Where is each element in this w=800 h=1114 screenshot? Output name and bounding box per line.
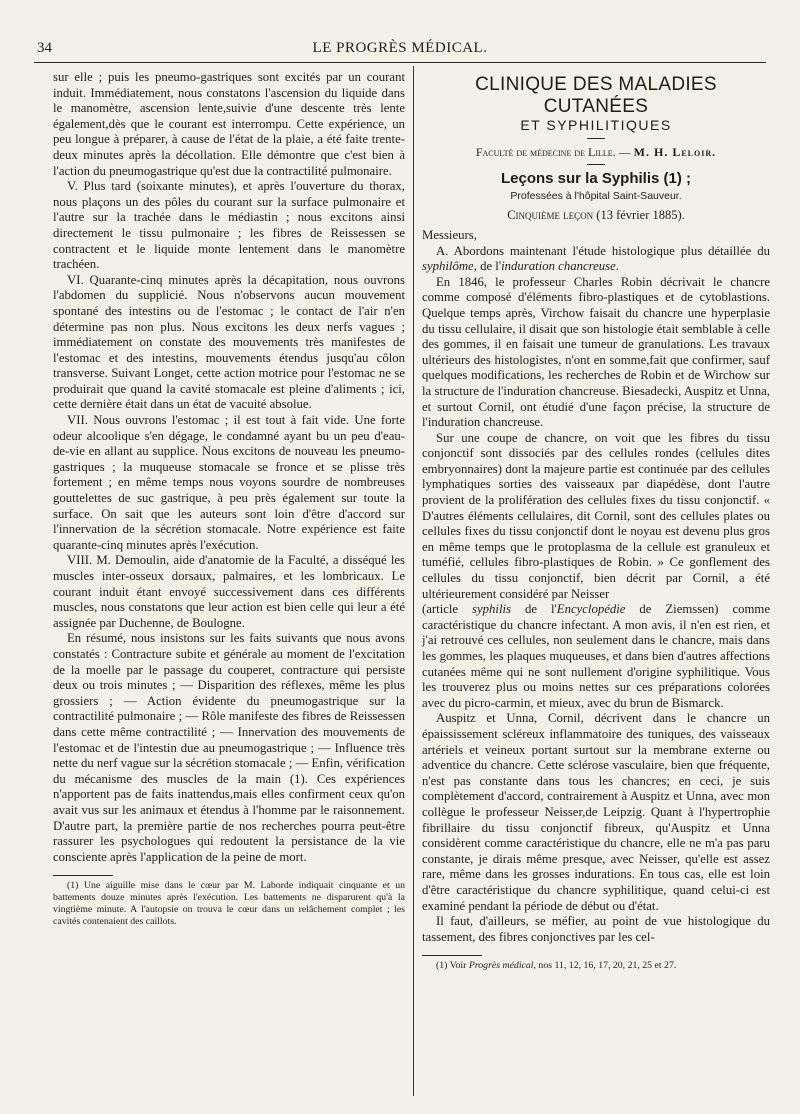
footnote: (1) Une aiguille mise dans le cœur par M. Laborde indiquait cinquante et un battements douze minutes après l'exécution. Les battements ne disparurent qu'à la vingtième minute. A l'autopsie on trouva le cœur dans un relâchement complet ; les cavités contenaient des caillots. xyxy=(53,880,405,928)
salutation: Messieurs, xyxy=(422,227,477,242)
right-column xyxy=(422,70,770,972)
footnote-rule xyxy=(53,875,113,876)
lecture-subtitle: Professées à l'hôpital Saint-Sauveur. xyxy=(510,189,682,202)
header-rule xyxy=(34,62,766,63)
section-subtitle: ET SYPHILITIQUES xyxy=(520,117,672,133)
paragraph: VIII. M. Demoulin, aide d'anatomie de la Faculté, a disséqué les muscles inter-osseux dorsaux, palmaires, et les lombricaux. Le courant induit étant envoyé successivement dans ces différents muscles, nous constatons que leur action est bien celle qui leur a été assignée par Duchenne, de Boulogne. xyxy=(53,553,405,630)
left-column xyxy=(53,70,405,928)
paragraph: sur elle ; puis les pneumo-gastriques sont excités par un courant induit. Immédiatement, nous constatons l'ascension du liquide dans le manomètre, ascension lente,suivie d'une descente très lente également,dès que le courant est interrompu. Cette expérience, un peu longue à préparer, à cause de l'état de la plaie, a été faite trente-deux minutes après la décollation. Elle démontre que c'est bien à l'action du pneumogastrique qu'est due la contractilité pulmonaire. xyxy=(53,70,405,178)
paragraph: (article syphilis de l'Encyclopédie de Ziemssen) comme caractéristique du chancre infectant. A mon avis, il n'en est rien, et j'ai retrouvé ces cellules, non seulement dans le chancre, mais dans les gommes, les plaques muqueuses, et dans bien d'autres affections cutanées même qui ne sont nullement d'origine syphilitique. Vous les trouverez plus ou moins nettes sur ces préparations colorées avec du picro-carmin, et mieux, avec du brun de Bismarck. xyxy=(422,602,770,710)
lecture-date xyxy=(422,208,770,224)
faculty-line xyxy=(422,145,770,161)
lecture-title: Leçons sur la Syphilis (1) ; xyxy=(500,170,692,188)
lecture-label: Cinquième leçon xyxy=(507,208,594,223)
paragraph: Auspitz et Unna, Cornil, décrivent dans le chancre un épaississement scléreux inflammatoire des tuniques, des vaisseaux artériels et veineux portant surtout sur la membrane externe ou adventice du chancre. Cette sclérose vasculaire, bien que fréquente, n'est pas constante dans tous les chancres; en ceci, je suis complètement d'accord, contrairement à Auspitz et Unna, avec mon collègue le professeur Neisser,de Leipzig. Quant à l'hypertrophie fibrillaire du tissu conjonctif fibreux, qu'Auspitz et Unna considèrent comme caractéristique du chancre, elle ne m'a pas paru constante, je dirais même presque, avec Neisser, qu'elle est assez rare, même dans les grosses indurations. En tous cas, elle est loin d'être caractéristique du chancre syphilitique, quand celui-ci est examiné pendant la période de début ou d'état. xyxy=(422,711,770,913)
column-divider xyxy=(413,66,414,1096)
paragraph: Il faut, d'ailleurs, se méfier, au point de vue histologique du tassement, des fibres conjonctives par les cel- xyxy=(422,914,770,944)
paragraph: En résumé, nous insistons sur les faits suivants que nous avons constatés : Contracture subite et générale au moment de l'excitation de la moelle par le passage du couperet, contracture qui persiste deux ou trois minutes ; — Disparition des réflexes, même les plus grossiers ; — Action évidente du pneumogastrique sur la contractilité pulmonaire ; — Rôle manifeste des fibres de Reissessen dans cette même contractilité ; — Innervation des mouvements de l'estomac et de l'intestin due au pneumogastrique ; — Influence très nette du nerf vague sur la sécrétion stomacale ; — Enfin, vérification du mécanisme des muscles de la main (1). Ces expériences n'apportent pas de faits inattendus,mais elles confirment ceux qu'on avait vus sur les animaux et étendus à l'homme par le raisonnement. D'autre part, la première partie de nos recherches pourra peut-être rassurer les psychologues qui redoutent la persistance de la vie consciente après l'application de la peine de mort. xyxy=(53,631,405,864)
paragraph: A. Abordons maintenant l'étude histologique plus détaillée du syphilôme, de l'induration chancreuse. xyxy=(422,243,770,274)
section-title: CLINIQUE DES MALADIES CUTANÉES xyxy=(475,74,717,117)
paragraph: En 1846, le professeur Charles Robin décrivait le chancre comme composé d'éléments fibro-plastiques et de cytoblastions. Quelque temps après, Virchow faisait du chancre une hyperplasie du tissu cellulaire, il disait que son histologie était semblable à celle des gommes, il en faisait une tumeur de granulations. Les travaux ultérieurs des histologistes, n'ont en somme,fait que confirmer, sauf quelques modifications, les recherches de Robin et de Wirchow sur la structure de l'induration chancreuse. Biesadecki, Auspitz et Unna, et surtout Cornil, ont étudié d'une façon précise, la structure de l'induration chancreuse. xyxy=(422,274,770,430)
faculty-name: Faculté de médecine de Lille. — xyxy=(475,144,631,159)
paragraph: VI. Quarante-cinq minutes après la décapitation, nous ouvrons l'abdomen du supplicié. Nous n'observons aucun mouvement spontané des intestins ou de l'estomac ; le contact de l'air n'en détermine pas non plus. Nous excitons les deux nerfs vagues ; immédiatement on constate des mouvements très manifestes de l'estomac et des intestins, mouvements étendus jusqu'au côlon transverse. Suivant Longet, cette action motrice pour l'estomac ne se produirait que quand la cavité stomacale est pleine d'aliments ; ici, cette dernière était dans un état de vacuité absolue. xyxy=(53,272,405,412)
page-number: 34 xyxy=(37,40,52,56)
footnote: (1) Voir Progrès médical, nos 11, 12, 16, 17, 20, 21, 25 et 27. xyxy=(436,960,677,972)
divider xyxy=(587,164,605,165)
paragraph: VII. Nous ouvrons l'estomac ; il est tout à fait vide. Une forte odeur alcoolique s'en dégage, le condamné ayant bu un peu d'eau-de-vie en allant au supplice. Nous excitons de nouveau les pneumo-gastriques ; la muqueuse stomacale se fronce et se plisse très fortement ; en même temps nous voyons sourdre de nombreuses gouttelettes de suc gastrique, à peu près également sur toute la surface. On sait que les auteurs sont loin d'être d'accord sur l'innervation de la sécrétion stomacale. Notre expérience est faite quarante-cinq minutes après l'exécution. xyxy=(53,413,405,552)
running-head: LE PROGRÈS MÉDICAL. xyxy=(312,40,488,56)
footnote-rule xyxy=(422,955,482,956)
paragraph: Sur une coupe de chancre, on voit que les fibres du tissu conjonctif sont dissociés par des cellules rondes (cellules dites embryonnaires) dont la majeure partie est continuée par des cellules lymphatiques sorties des vaisseaux par diapédèse, dont l'autre provient de la prolifération des cellules fixes du tissu conjonctif. « D'autres éléments cellulaires, dit Cornil, sont des cellules plates ou cellules fixes du tissu conjonctif dont le noyau est devenu plus gros en même temps que le protoplasma de la cellule est granuleux et tuméfié, cellules fibro-plastiques de Robin. » Ce gonflement des cellules du tissu conjonctif, bien décrit par Cornil, a été ultérieurement considéré par Neisser xyxy=(422,430,770,601)
professor-name: M. H. Leloir. xyxy=(633,144,717,159)
lecture-date-value: (13 février 1885). xyxy=(596,208,685,223)
paragraph: V. Plus tard (soixante minutes), et après l'ouverture du thorax, nous plaçons un des pôles du courant sur la surface pulmonaire et l'autre sur la trachée dans le médiastin ; nous excitons ainsi directement le tissu pulmonaire ; les fibres de Reissessen se contractent et le liquide monte lentement dans le manomètre trachéen. xyxy=(53,179,405,272)
divider xyxy=(587,138,605,139)
